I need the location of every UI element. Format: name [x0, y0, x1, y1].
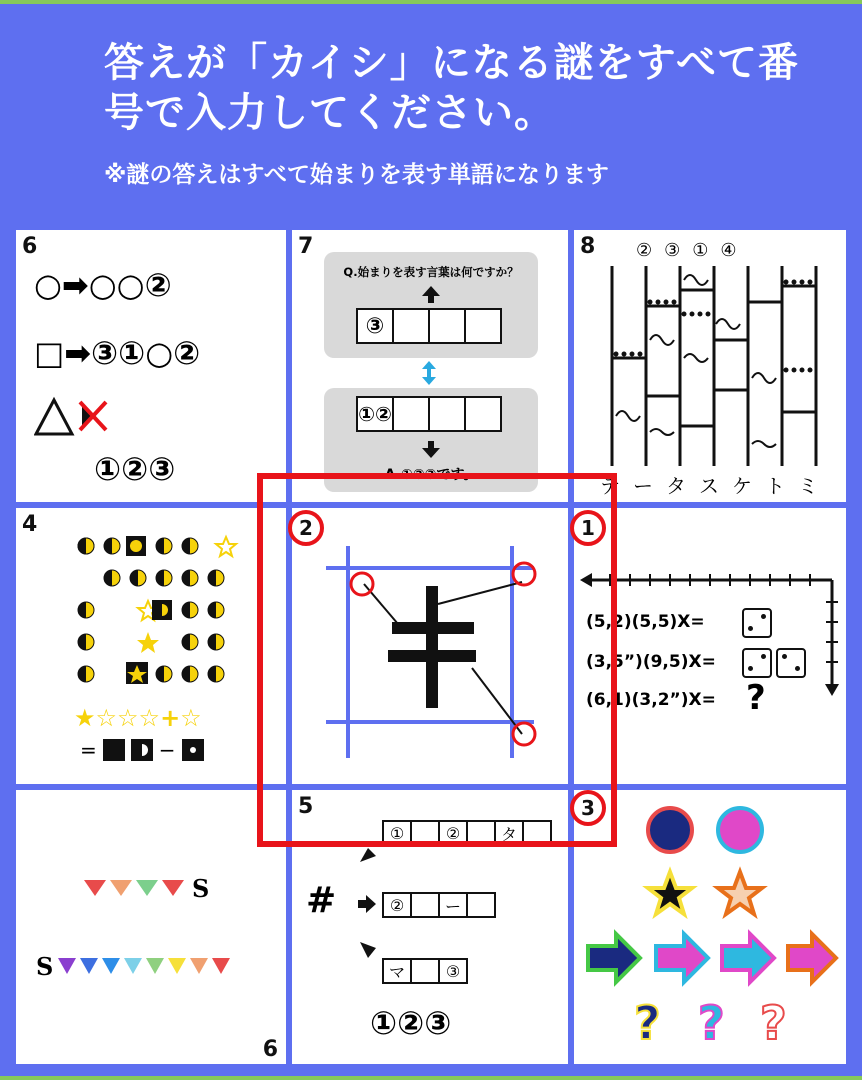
puzzle-cell-4[interactable] [16, 508, 286, 784]
box [524, 820, 552, 846]
arrow-up-icon [421, 284, 441, 304]
boxes-row-2 [382, 892, 496, 918]
question-mark-red: ? [760, 996, 787, 1050]
label: ケ [732, 474, 752, 498]
result-equation [80, 738, 204, 762]
answer-numbers: ①②③ [370, 1004, 452, 1042]
puzzle-cell-center[interactable] [292, 508, 568, 784]
ladder-diagram [604, 266, 824, 466]
badge-2: 2 [288, 510, 324, 546]
dice-icon [776, 648, 806, 678]
question-panel [324, 252, 538, 358]
box: ① [382, 820, 412, 846]
puzzle-cell-colors[interactable] [574, 790, 846, 1064]
dice-icon [742, 648, 772, 678]
letter-s-left: S [36, 952, 54, 981]
kanji-grid-puzzle [292, 508, 568, 784]
equals-sign: = [80, 738, 97, 762]
puzzle-cell-6b[interactable] [16, 790, 286, 1064]
label: ② [636, 240, 653, 261]
dot-square-icon [182, 739, 204, 761]
bunting-flags-top [80, 876, 190, 900]
answer-boxes-top [356, 308, 502, 344]
coord-line-2: (3,5”)(9,5)X= [586, 652, 716, 672]
box: ② [440, 820, 468, 846]
bottom-accent-bar [0, 1076, 862, 1080]
badge-1: 1 [570, 510, 606, 546]
triangle-crossed-icon [34, 396, 114, 436]
label: ス [699, 474, 719, 498]
puzzle-cell-1[interactable] [574, 508, 846, 784]
minus-sign: − [158, 738, 176, 762]
question-text: Q.始まりを表す言葉は何ですか？ [343, 265, 519, 279]
answer-text: A.①②③です。 [384, 467, 478, 483]
answer-panel [324, 388, 538, 492]
row-answer: ①②③ [94, 450, 176, 488]
label: ー [633, 474, 653, 498]
box [430, 308, 466, 344]
arrow-icon [358, 844, 378, 864]
box [466, 396, 502, 432]
double-arrow-icon [420, 360, 438, 386]
box: タ [496, 820, 524, 846]
black-square-icon [103, 739, 125, 761]
box [412, 892, 440, 918]
puzzle-cell-7[interactable] [292, 230, 568, 502]
box [430, 396, 466, 432]
label: ト [765, 474, 785, 498]
question-mark-yellow: ? [634, 996, 661, 1050]
box: ③ [440, 958, 468, 984]
label: ① [692, 240, 709, 261]
letter-s-right: S [192, 874, 210, 903]
puzzle-cell-5[interactable] [292, 790, 568, 1064]
box: ② [382, 892, 412, 918]
cell-number: 6 [22, 234, 38, 259]
label: タ [666, 474, 686, 498]
question-mark: ? [746, 678, 766, 718]
cell-number: 4 [22, 512, 38, 537]
puzzle-cell-6[interactable] [16, 230, 286, 502]
axes-diagram [580, 568, 842, 698]
cell-number: 8 [580, 234, 596, 259]
question-mark-cyan: ? [698, 996, 725, 1050]
answer-boxes-bottom [356, 396, 502, 432]
cell-number: 6 [262, 1037, 278, 1062]
box: ③ [356, 308, 394, 344]
box [412, 958, 440, 984]
bottom-labels [600, 470, 818, 499]
boxes-row-1 [382, 820, 552, 846]
box [394, 396, 430, 432]
puzzle-grid [14, 228, 848, 1066]
box: ①② [356, 396, 394, 432]
box [394, 308, 430, 344]
badge-3: 3 [570, 790, 606, 826]
top-labels [636, 240, 737, 261]
boxes-row-3 [382, 958, 468, 984]
label: ④ [720, 240, 737, 261]
row-square: □➡③①○② [34, 334, 201, 372]
box [468, 820, 496, 846]
coord-line-3: (6,1)(3,2”)X= [586, 690, 716, 710]
star-equation: ★☆☆☆+☆ [74, 704, 202, 732]
arrow-right-icon [356, 894, 378, 914]
page-title: 答えが「カイシ」になる謎をすべて番号で入力してください。 [104, 40, 799, 136]
puzzle-cell-8[interactable] [574, 230, 846, 502]
cell-number: 5 [298, 794, 314, 819]
label: ③ [664, 240, 681, 261]
box: マ [382, 958, 412, 984]
moon-square-icon [131, 739, 153, 761]
box [412, 820, 440, 846]
row-circle: ○➡○○② [34, 266, 172, 304]
header [0, 0, 862, 228]
arrow-icon [358, 940, 378, 960]
box: ー [440, 892, 468, 918]
coord-line-1: (5,2)(5,5)X= [586, 612, 705, 632]
box [466, 308, 502, 344]
label: テ [600, 474, 620, 498]
arrow-down-icon [421, 440, 441, 460]
bunting-flags-bottom [56, 956, 276, 978]
box [468, 892, 496, 918]
page-subtitle: ※謎の答えはすべて始まりを表す単語になります [104, 162, 609, 188]
dice-icon [742, 608, 772, 638]
hash-symbol: # [306, 880, 337, 921]
moon-star-grid [76, 534, 276, 694]
label: ミ [798, 474, 818, 498]
cell-number: 7 [298, 234, 314, 259]
